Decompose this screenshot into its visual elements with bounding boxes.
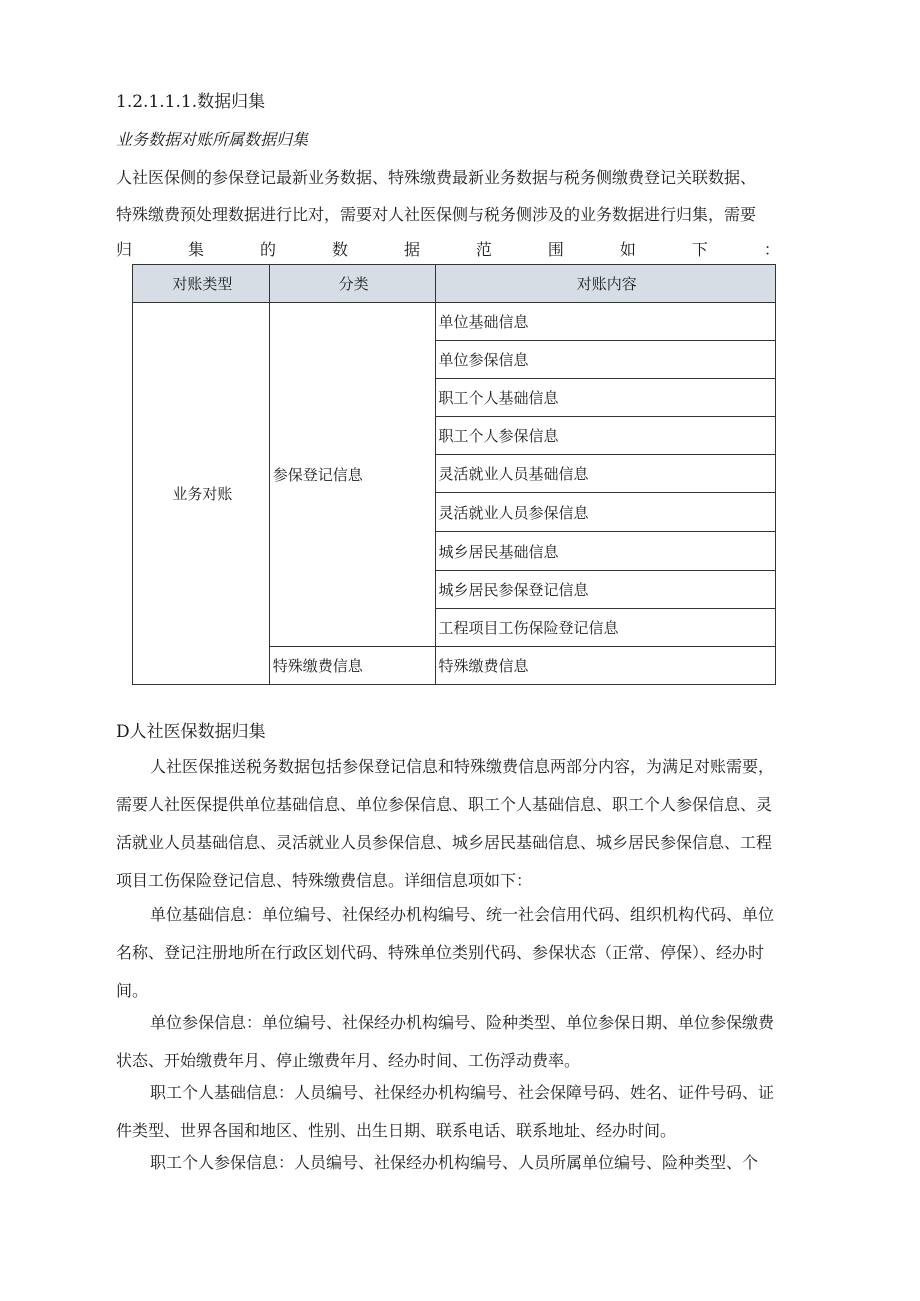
header-cell: 对账内容 bbox=[435, 265, 775, 303]
table-row bbox=[133, 303, 776, 341]
recon-type-cell: 业务对账 bbox=[133, 303, 270, 685]
section-heading bbox=[116, 92, 265, 112]
intro-char: 归 bbox=[116, 240, 133, 259]
section-number: 1.2.1.1.1. bbox=[116, 92, 198, 112]
section-d-title: D人社医保数据归集 bbox=[116, 722, 266, 742]
intro-char: 的 bbox=[259, 240, 276, 259]
content-cell: 城乡居民参保登记信息 bbox=[435, 571, 775, 609]
category-cell: 参保登记信息 bbox=[269, 303, 435, 647]
content-cell: 灵活就业人员基础信息 bbox=[435, 455, 775, 493]
header-cell: 分类 bbox=[269, 265, 435, 303]
intro-char: 据 bbox=[403, 240, 420, 259]
staff-basic-paragraph: 职工个人基础信息：人员编号、社保经办机构编号、社会保障号码、姓名、证件号码、证件类型、世界各国和地区、性别、出生日期、联系电话、联系地址、经办时间。 bbox=[116, 1083, 775, 1140]
content-cell: 城乡居民基础信息 bbox=[435, 532, 775, 571]
content-cell: 工程项目工伤保险登记信息 bbox=[435, 609, 775, 647]
section-subtitle: 业务数据对账所属数据归集 bbox=[116, 130, 309, 149]
content-cell: 职工个人基础信息 bbox=[435, 379, 775, 417]
content-cell: 特殊缴费信息 bbox=[435, 647, 775, 685]
intro-char: 围 bbox=[547, 240, 564, 259]
intro-line-1: 人社医保侧的参保登记最新业务数据、特殊缴费最新业务数据与税务侧缴费登记关联数据、 bbox=[116, 168, 757, 187]
reconciliation-table bbox=[132, 264, 776, 685]
unit-insured-paragraph: 单位参保信息：单位编号、社保经办机构编号、险种类型、单位参保日期、单位参保缴费状态、开始缴费年月、停止缴费年月、经办时间、工伤浮动费率。 bbox=[116, 1013, 775, 1070]
intro-char: 下 bbox=[691, 240, 708, 259]
table-header-row bbox=[133, 265, 776, 303]
intro-line-3 bbox=[116, 240, 780, 260]
intro-char: 如 bbox=[619, 240, 636, 259]
staff-insured-paragraph: 职工个人参保信息：人员编号、社保经办机构编号、人员所属单位编号、险种类型、个 bbox=[150, 1153, 759, 1172]
unit-basic-paragraph: 单位基础信息：单位编号、社保经办机构编号、统一社会信用代码、组织机构代码、单位名称、登记注册地所在行政区划代码、特殊单位类别代码、参保状态（正常、停保）、经办时间。 bbox=[116, 905, 775, 1000]
intro-char: 集 bbox=[187, 240, 204, 259]
intro-char: 范 bbox=[475, 240, 492, 259]
section-d-summary: 人社医保推送税务数据包括参保登记信息和特殊缴费信息两部分内容，为满足对账需要，需要人社医保提供单位基础信息、单位参保信息、职工个人基础信息、职工个人参保信息、灵活就业人员基础信息、灵活就业人员参保信息、城乡居民基础信息、城乡居民参保信息、工程项目工伤保险登记信息、特殊缴费信息。详细信息项如下： bbox=[116, 757, 775, 890]
intro-line-2: 特殊缴费预处理数据进行比对，需要对人社医保侧与税务侧涉及的业务数据进行归集，需要 bbox=[116, 205, 757, 224]
content-cell: 单位参保信息 bbox=[435, 341, 775, 379]
intro-char: ： bbox=[763, 240, 780, 259]
category-cell: 特殊缴费信息 bbox=[269, 647, 435, 685]
content-cell: 灵活就业人员参保信息 bbox=[435, 493, 775, 532]
header-cell: 对账类型 bbox=[133, 265, 270, 303]
content-cell: 单位基础信息 bbox=[435, 303, 775, 341]
intro-char: 数 bbox=[331, 240, 348, 259]
content-cell: 职工个人参保信息 bbox=[435, 417, 775, 455]
section-title: 数据归集 bbox=[197, 92, 266, 112]
